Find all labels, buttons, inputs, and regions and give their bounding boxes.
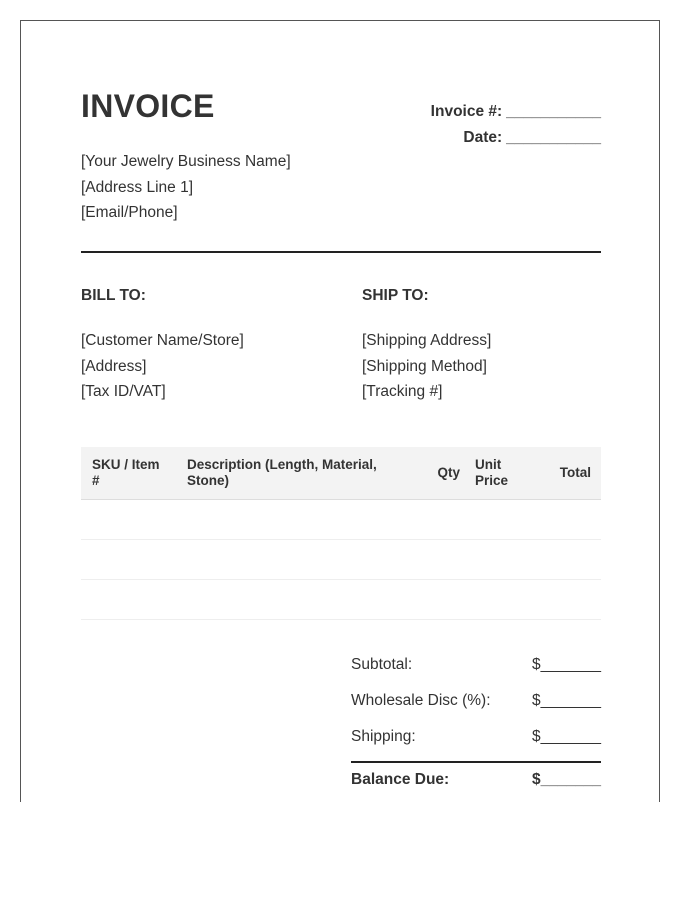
bill-to-address: [Address]: [81, 357, 147, 375]
balance-due-label: Balance Due:: [351, 771, 450, 788]
table-header-row: [81, 447, 601, 499]
table-cell[interactable]: [176, 499, 421, 539]
balance-due-row: [351, 761, 601, 797]
subtotal-field[interactable]: $_______: [532, 656, 601, 673]
table-cell[interactable]: [464, 539, 529, 579]
bill-to-customer: [Customer Name/Store]: [81, 332, 244, 349]
column-header-qty: Qty: [421, 447, 464, 499]
ship-to-address: [Shipping Address]: [362, 332, 492, 349]
subtotal-row: [351, 651, 601, 687]
table-cell[interactable]: [529, 539, 601, 579]
header-divider: [81, 251, 601, 253]
discount-field[interactable]: $_______: [532, 692, 601, 709]
shipping-row: [351, 723, 601, 759]
discount-row: [351, 687, 601, 723]
business-contact: [Email/Phone]: [81, 204, 178, 221]
table-cell[interactable]: [81, 579, 176, 619]
ship-to-heading: SHIP TO:: [362, 287, 429, 304]
ship-to-section: [362, 286, 491, 405]
ship-to-method: [Shipping Method]: [362, 357, 487, 375]
totals-section: [351, 651, 601, 797]
bill-to-heading: BILL TO:: [81, 287, 146, 304]
table-cell[interactable]: [81, 499, 176, 539]
table-cell[interactable]: [81, 539, 176, 579]
shipping-field[interactable]: $_______: [532, 728, 601, 745]
table-cell[interactable]: [176, 579, 421, 619]
table-cell[interactable]: [529, 579, 601, 619]
table-row: [81, 579, 601, 619]
line-items-table: [81, 447, 601, 620]
invoice-title: INVOICE: [81, 88, 215, 124]
invoice-number-field[interactable]: ___________: [506, 103, 601, 120]
table-cell[interactable]: [421, 499, 464, 539]
table-cell[interactable]: [421, 539, 464, 579]
column-header-description: Description (Length, Material, Stone): [176, 447, 421, 499]
column-header-unit-price: Unit Price: [464, 447, 529, 499]
discount-label: Wholesale Disc (%):: [351, 692, 491, 709]
table-cell[interactable]: [464, 499, 529, 539]
table-cell[interactable]: [176, 539, 421, 579]
table-cell[interactable]: [464, 579, 529, 619]
invoice-date-row: [431, 125, 601, 151]
table-cell[interactable]: [421, 579, 464, 619]
invoice-meta: [431, 99, 601, 151]
shipping-label: Shipping:: [351, 728, 416, 745]
table-row: [81, 499, 601, 539]
table-row: [81, 539, 601, 579]
balance-due-field[interactable]: $_______: [532, 771, 601, 788]
table-cell[interactable]: [529, 499, 601, 539]
invoice-page: [20, 20, 660, 802]
ship-to-tracking: [Tracking #]: [362, 383, 443, 400]
business-address: [Address Line 1]: [81, 178, 194, 196]
bill-to-section: [81, 286, 244, 405]
invoice-date-field[interactable]: ___________: [506, 129, 601, 146]
invoice-date-label: Date:: [463, 129, 503, 146]
business-info: [81, 149, 291, 226]
business-name: [Your Jewelry Business Name]: [81, 153, 291, 170]
bill-to-tax-id: [Tax ID/VAT]: [81, 383, 166, 400]
invoice-number-label: Invoice #:: [430, 103, 503, 120]
invoice-number-row: [431, 99, 601, 125]
column-header-total: Total: [529, 447, 601, 499]
column-header-sku: SKU / Item #: [81, 447, 176, 499]
subtotal-label: Subtotal:: [351, 656, 413, 673]
